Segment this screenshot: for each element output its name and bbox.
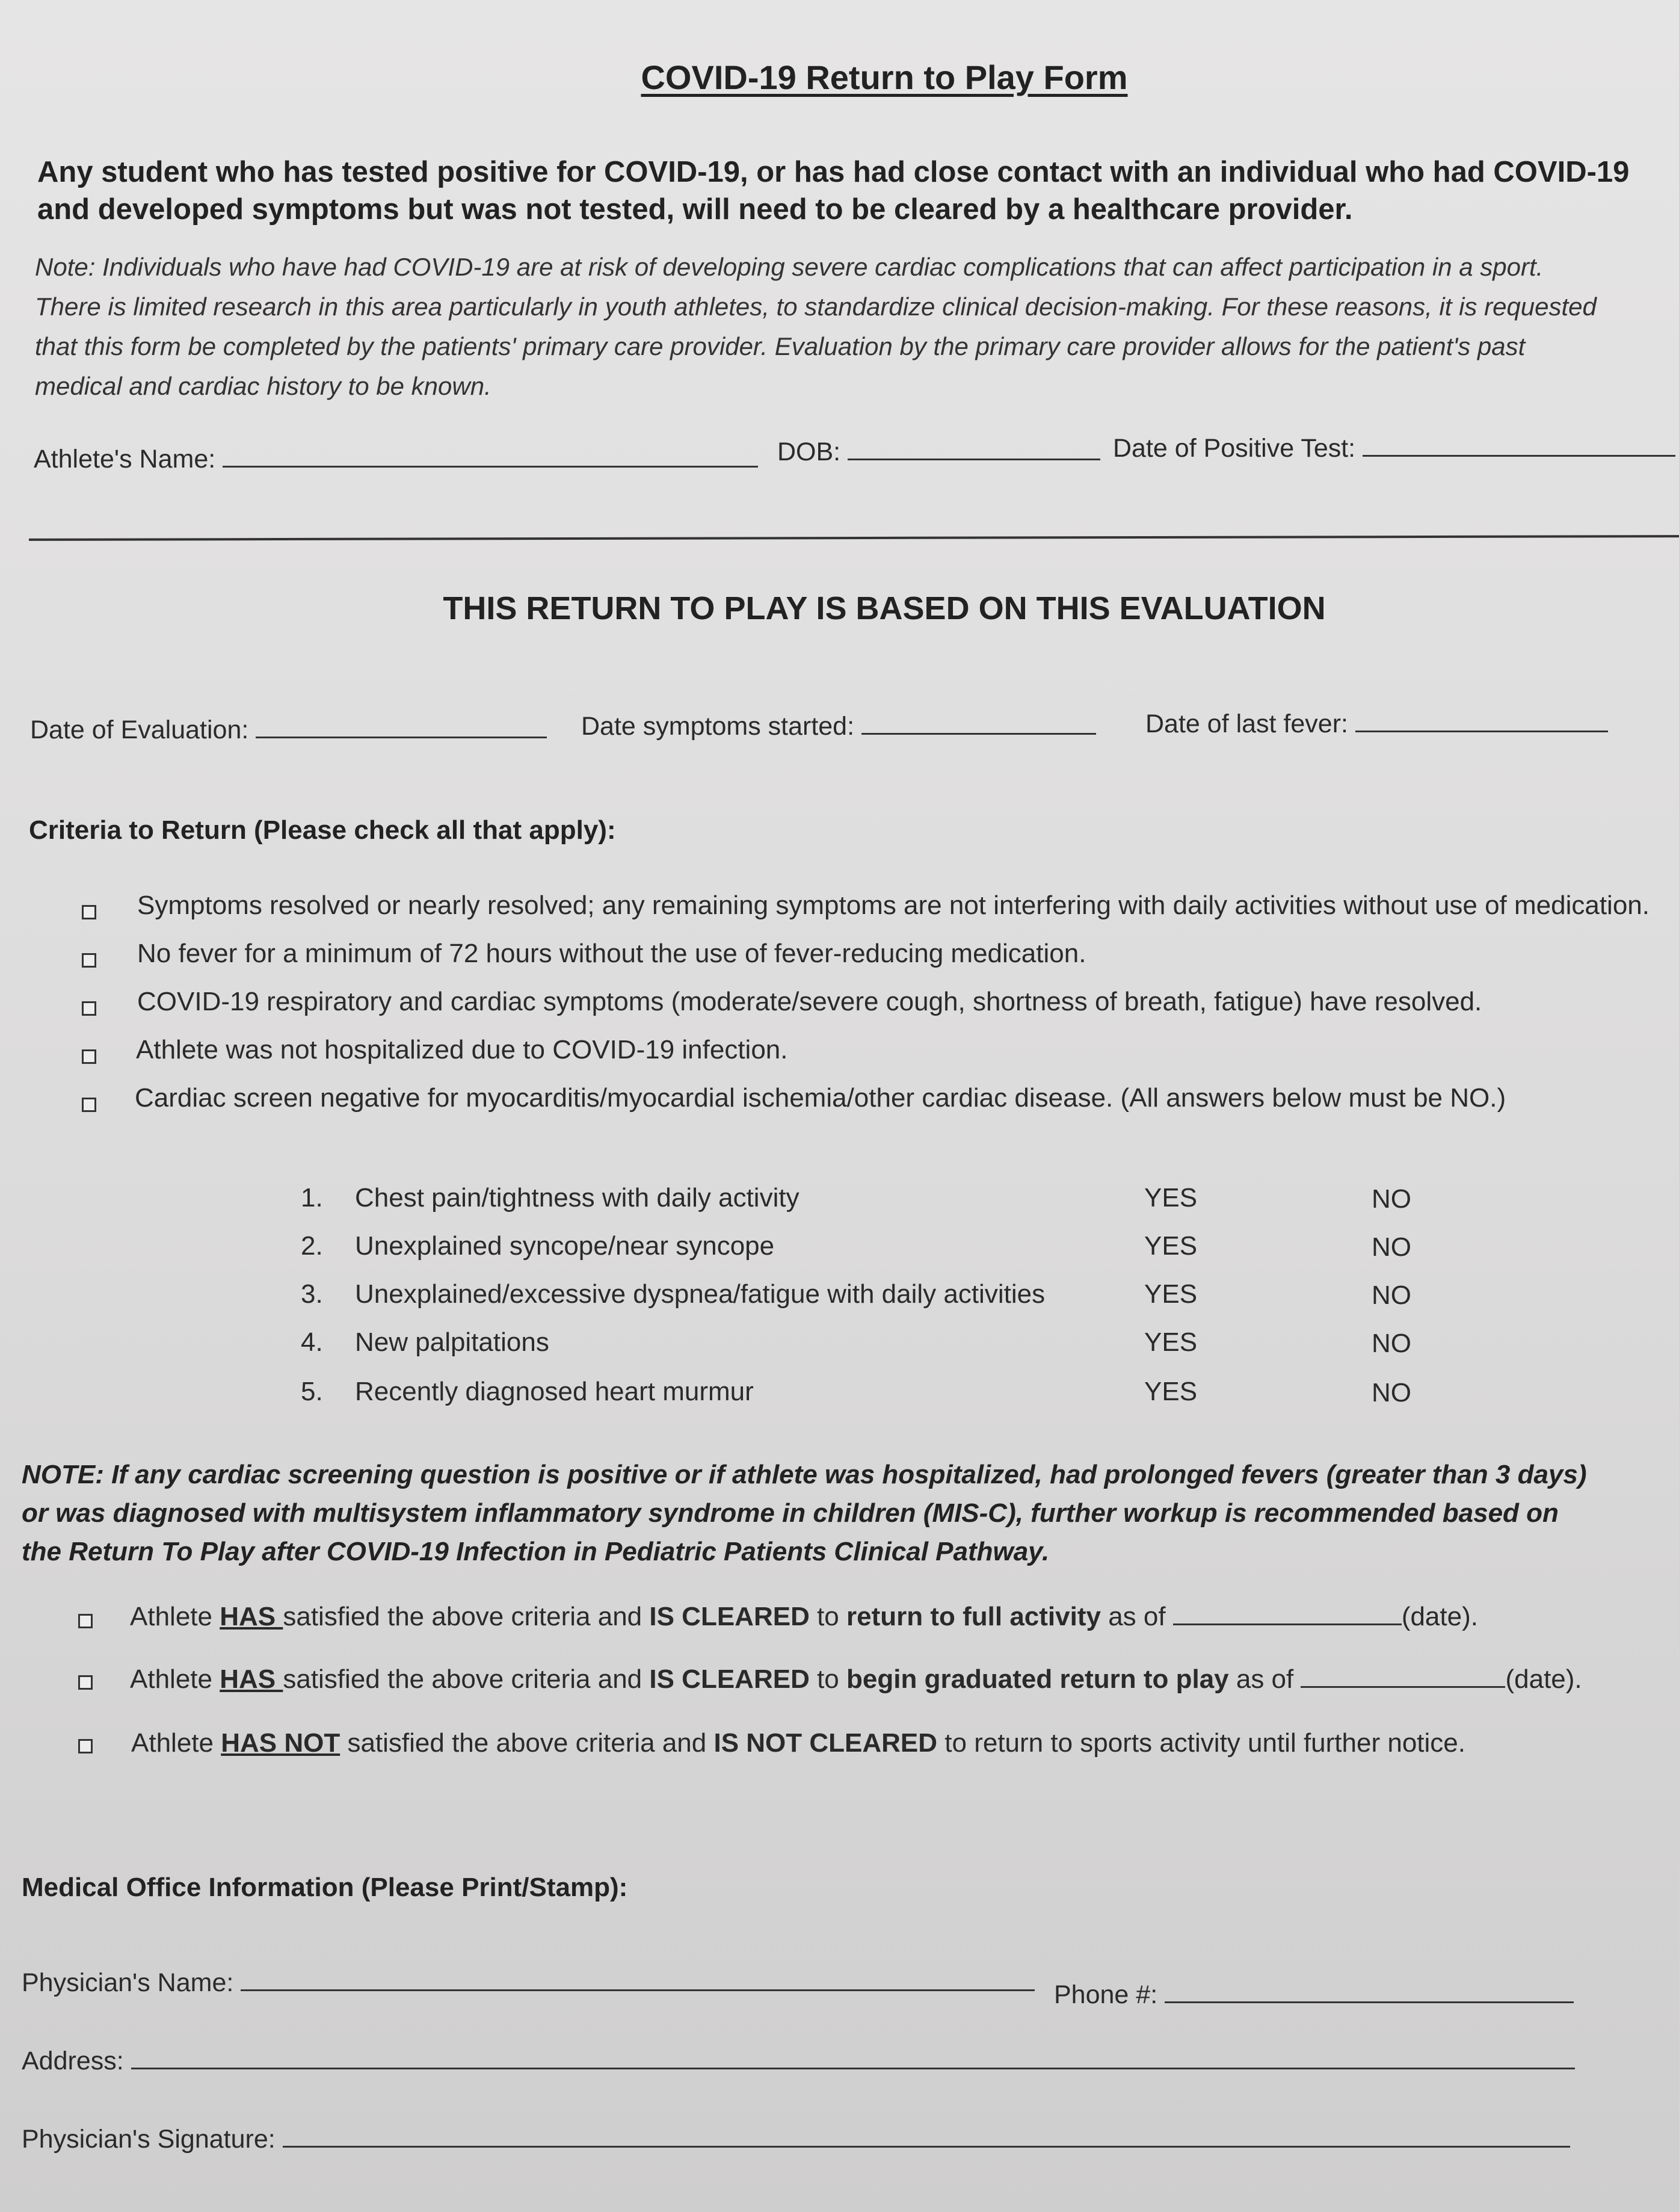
warning-note-line-1: NOTE: If any cardiac screening question is positive or if athlete was hospitalized, had prolonged fevers (greater than 3 days)	[22, 1460, 1587, 1489]
clearance-option-graduated: Athlete HAS satisfied the above criteria and IS CLEARED to begin graduated return to play as of (date).	[130, 1664, 1582, 1694]
dob-line[interactable]	[848, 437, 1100, 460]
address-field[interactable]	[22, 2046, 1575, 2076]
cardiac-question-1-yes[interactable]: YES	[1144, 1183, 1198, 1213]
cardiac-question-5: Recently diagnosed heart murmur	[355, 1377, 754, 1406]
cardiac-question-4: New palpitations	[355, 1327, 549, 1357]
note-line-2: There is limited research in this area particularly in youth athletes, to standardize clinical decision-making. For these reasons, it is requested	[35, 292, 1597, 321]
athlete-name-field[interactable]	[34, 444, 758, 474]
phone-label: Phone #:	[1054, 1980, 1158, 2009]
cardiac-question-1: Chest pain/tightness with daily activity	[355, 1183, 799, 1213]
criteria-item-3: COVID-19 respiratory and cardiac symptoms (moderate/severe cough, shortness of breath, fatigue) have resolved.	[137, 987, 1482, 1016]
criteria-item-2: No fever for a minimum of 72 hours without the use of fever-reducing medication.	[137, 939, 1086, 968]
criteria-checkbox-1[interactable]	[82, 905, 96, 919]
cardiac-question-5-number: 5.	[301, 1377, 323, 1406]
physician-signature-label: Physician's Signature:	[22, 2125, 276, 2154]
positive-test-field[interactable]	[1113, 433, 1675, 463]
cardiac-question-3-number: 3.	[301, 1279, 323, 1309]
physician-signature-line[interactable]	[283, 2124, 1570, 2148]
phone-line[interactable]	[1165, 1980, 1574, 2003]
criteria-checkbox-4[interactable]	[82, 1049, 96, 1064]
warning-note-line-2: or was diagnosed with multisystem inflammatory syndrome in children (MIS-C), further workup is recommended based on	[22, 1498, 1559, 1528]
section-title: THIS RETURN TO PLAY IS BASED ON THIS EVALUATION	[443, 590, 1326, 626]
criteria-checkbox-5[interactable]	[82, 1098, 96, 1112]
graduated-return-date-line[interactable]	[1301, 1667, 1505, 1688]
note-line-3: that this form be completed by the patients' primary care provider. Evaluation by the primary care provider allows for the patient's past	[35, 332, 1526, 360]
symptoms-date-line[interactable]	[861, 711, 1096, 735]
clearance-checkbox-not-cleared[interactable]	[78, 1739, 93, 1753]
clearance-option-not-cleared: Athlete HAS NOT satisfied the above criteria and IS NOT CLEARED to return to sports activity until further notice.	[131, 1728, 1465, 1758]
clearance-checkbox-graduated[interactable]	[78, 1675, 93, 1690]
cardiac-question-4-number: 4.	[301, 1327, 323, 1357]
clearance-checkbox-full[interactable]	[78, 1614, 93, 1628]
note-line-1: Note: Individuals who have had COVID-19 are at risk of developing severe cardiac complications that can affect participation in a sport.	[35, 253, 1544, 281]
note-line-4: medical and cardiac history to be known.	[35, 372, 491, 400]
intro-line-1: Any student who has tested positive for COVID-19, or has had close contact with an individual who had COVID-19	[37, 156, 1630, 188]
intro-line-2: and developed symptoms but was not tested, will need to be cleared by a healthcare provider.	[37, 193, 1353, 226]
criteria-item-1: Symptoms resolved or nearly resolved; any remaining symptoms are not interfering with daily activities without use of medication.	[137, 891, 1650, 920]
cardiac-question-3-no[interactable]: NO	[1372, 1281, 1411, 1310]
full-activity-date-line[interactable]	[1173, 1604, 1402, 1625]
medical-office-heading: Medical Office Information (Please Print/Stamp):	[22, 1873, 628, 1902]
divider-line	[29, 535, 1679, 541]
address-label: Address:	[22, 2047, 124, 2075]
warning-note-line-3: the Return To Play after COVID-19 Infection in Pediatric Patients Clinical Pathway.	[22, 1537, 1050, 1566]
athlete-name-line[interactable]	[223, 444, 758, 468]
cardiac-question-3-yes[interactable]: YES	[1144, 1279, 1198, 1309]
symptoms-date-field[interactable]	[581, 711, 1096, 741]
cardiac-question-4-no[interactable]: NO	[1372, 1329, 1411, 1358]
evaluation-date-field[interactable]	[30, 715, 547, 745]
cardiac-question-2: Unexplained syncope/near syncope	[355, 1231, 775, 1261]
criteria-item-4: Athlete was not hospitalized due to COVID-19 infection.	[136, 1035, 788, 1064]
cardiac-question-2-yes[interactable]: YES	[1144, 1231, 1198, 1261]
physician-name-field[interactable]	[22, 1968, 1035, 1998]
fever-date-field[interactable]	[1145, 709, 1608, 739]
form-title: COVID-19 Return to Play Form	[641, 58, 1128, 96]
cardiac-question-1-number: 1.	[301, 1183, 323, 1213]
cardiac-question-2-number: 2.	[301, 1231, 323, 1261]
criteria-heading: Criteria to Return (Please check all that apply):	[29, 815, 616, 845]
fever-date-label: Date of last fever:	[1145, 709, 1348, 738]
cardiac-question-5-yes[interactable]: YES	[1144, 1377, 1198, 1406]
physician-name-label: Physician's Name:	[22, 1968, 234, 1997]
address-line[interactable]	[131, 2046, 1575, 2069]
cardiac-question-2-no[interactable]: NO	[1372, 1232, 1411, 1262]
clearance-option-full: Athlete HAS satisfied the above criteria and IS CLEARED to return to full activity as of (date).	[130, 1602, 1478, 1631]
cardiac-question-1-no[interactable]: NO	[1372, 1184, 1411, 1214]
positive-test-label: Date of Positive Test:	[1113, 434, 1356, 463]
cardiac-question-4-yes[interactable]: YES	[1144, 1327, 1198, 1357]
cardiac-question-3: Unexplained/excessive dyspnea/fatigue with daily activities	[355, 1279, 1046, 1309]
symptoms-date-label: Date symptoms started:	[581, 712, 855, 741]
positive-test-line[interactable]	[1363, 433, 1675, 457]
phone-field[interactable]	[1054, 1980, 1574, 2010]
physician-signature-field[interactable]	[22, 2124, 1570, 2154]
dob-label: DOB:	[777, 437, 841, 466]
evaluation-date-line[interactable]	[256, 715, 547, 738]
physician-name-line[interactable]	[241, 1968, 1035, 1991]
criteria-checkbox-2[interactable]	[82, 953, 96, 968]
cardiac-question-5-no[interactable]: NO	[1372, 1378, 1411, 1407]
dob-field[interactable]	[777, 437, 1100, 467]
criteria-checkbox-3[interactable]	[82, 1001, 96, 1016]
evaluation-date-label: Date of Evaluation:	[30, 715, 249, 744]
athlete-name-label: Athlete's Name:	[34, 445, 216, 474]
fever-date-line[interactable]	[1355, 709, 1608, 732]
criteria-item-5: Cardiac screen negative for myocarditis/myocardial ischemia/other cardiac disease. (All answers below must be NO.)	[135, 1083, 1506, 1113]
